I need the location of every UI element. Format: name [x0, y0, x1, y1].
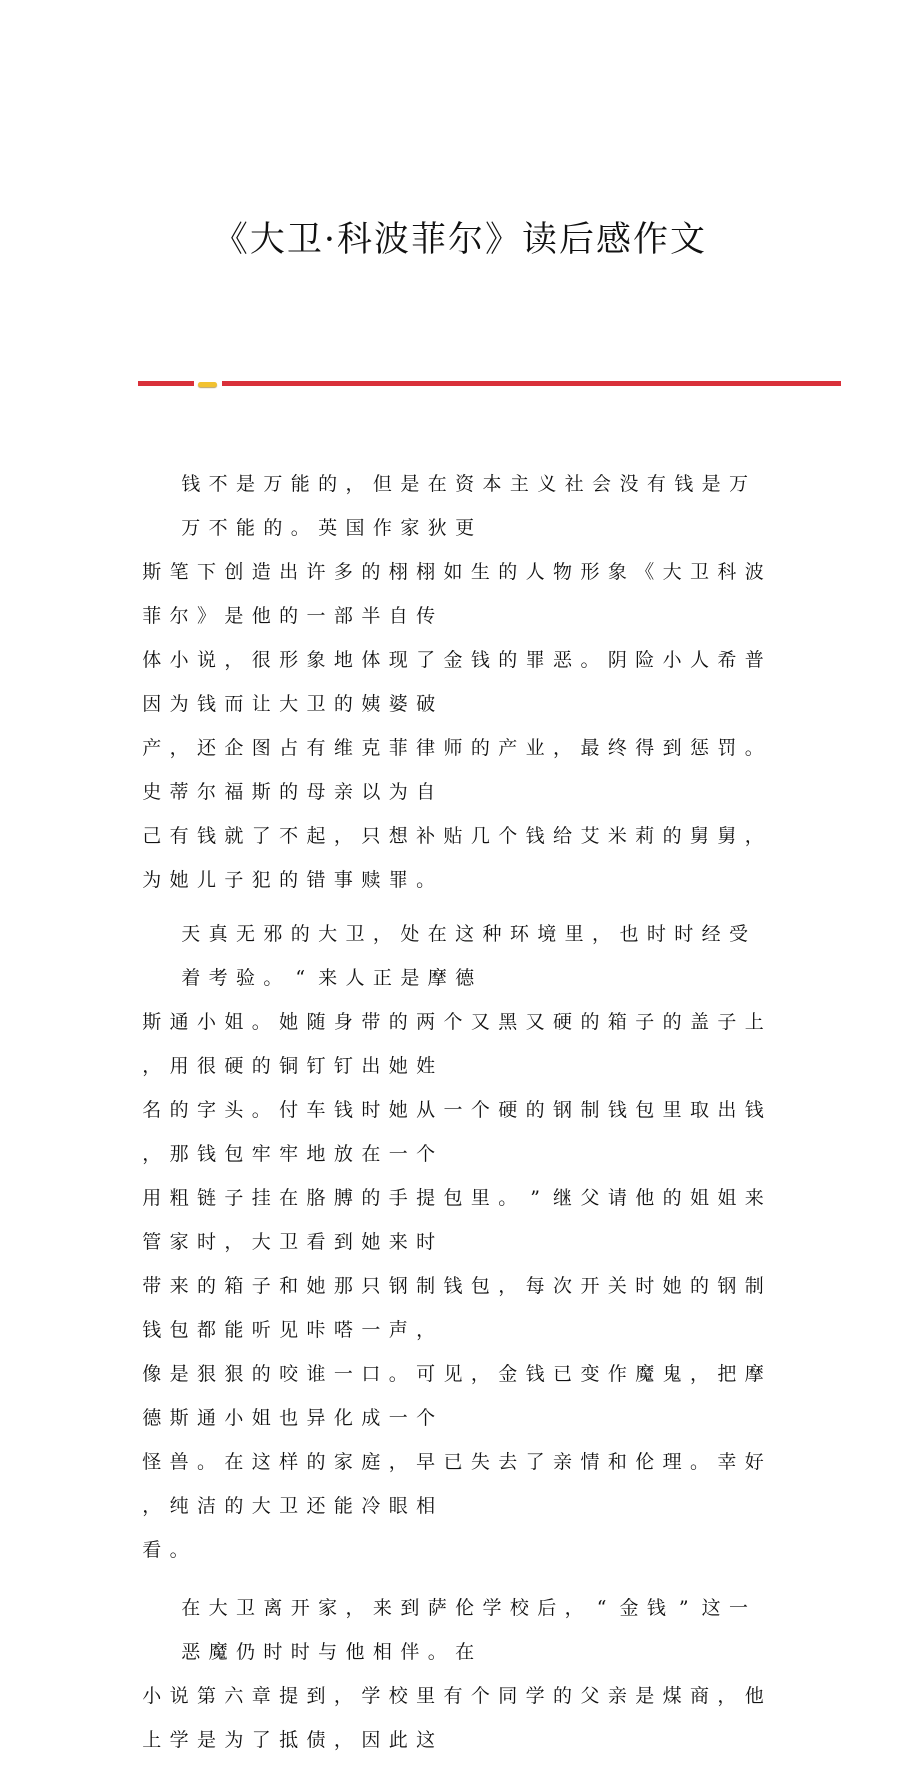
text-line: 斯 通 小 姐 。 她 随 身 带 的 两 个 又 黑 又 硬 的 箱 子 的 盖 子 上， 用 很 硬 的 铜 钉 钉 出 她 姓: [142, 1011, 764, 1077]
text-line: 小 说 第 六 章 提 到 ， 学 校 里 有 个 同 学 的 父 亲 是 煤 商 ， 他上 学 是 为 了 抵 债 ， 因 此 这: [142, 1685, 764, 1751]
text-line: 产 ， 还 企 图 占 有 维 克 菲 律 师 的 产 业 ， 最 终 得 到 惩 罚 。史 蒂 尔 福 斯 的 母 亲 以 为 自: [142, 737, 764, 803]
paragraph: [138, 912, 778, 1576]
document-title: 《大卫·科波菲尔》读后感作文: [212, 220, 708, 260]
text-line: 像 是 狠 狠 的 咬 谁 一 口 。 可 见 ， 金 钱 已 变 作 魔 鬼 ， 把 摩德 斯 通 小 姐 也 异 化 成 一 个: [142, 1363, 764, 1429]
text-line: 天 真 无 邪 的 大 卫 ， 处 在 这 种 环 境 里 ， 也 时 时 经 受着 考 验 。 “ 来 人 正 是 摩 德: [181, 923, 749, 989]
paragraph: [138, 1586, 778, 1762]
text-line: 钱 不 是 万 能 的 ， 但 是 在 资 本 主 义 社 会 没 有 钱 是 万万 不 能 的 。 英 国 作 家 狄 更: [181, 473, 749, 539]
text-line: 怪 兽 。 在 这 样 的 家 庭 ， 早 已 失 去 了 亲 情 和 伦 理 。 幸 好， 纯 洁 的 大 卫 还 能 冷 眼 相: [142, 1451, 764, 1517]
title-divider-right: [222, 381, 841, 386]
text-line: 在 大 卫 离 开 家 ， 来 到 萨 伦 学 校 后 ， “ 金 钱 ” 这 一恶 魔 仍 时 时 与 他 相 伴 。 在: [181, 1597, 749, 1663]
document-body: [138, 462, 778, 1772]
text-line: 带 来 的 箱 子 和 她 那 只 钢 制 钱 包 ， 每 次 开 关 时 她 的 钢 制钱 包 都 能 听 见 咔 嗒 一 声 ，: [142, 1275, 764, 1341]
text-line: 己 有 钱 就 了 不 起 ， 只 想 补 贴 几 个 钱 给 艾 米 莉 的 舅 舅 ，为 她 儿 子 犯 的 错 事 赎 罪 。: [142, 825, 764, 891]
text-line: 看 。: [142, 1539, 189, 1561]
text-line: 体 小 说 ， 很 形 象 地 体 现 了 金 钱 的 罪 恶 。 阴 险 小 人 希 普因 为 钱 而 让 大 卫 的 姨 婆 破: [142, 649, 764, 715]
text-line: 名 的 字 头 。 付 车 钱 时 她 从 一 个 硬 的 钢 制 钱 包 里 取 出 钱， 那 钱 包 牢 牢 地 放 在 一 个: [142, 1099, 764, 1165]
title-divider-left: [138, 381, 194, 386]
text-line: 用 粗 链 子 挂 在 胳 膊 的 手 提 包 里 。 ” 继 父 请 他 的 姐 姐 来管 家 时 ， 大 卫 看 到 她 来 时: [142, 1187, 764, 1253]
pencil-icon: [198, 382, 217, 387]
text-line: 斯 笔 下 创 造 出 许 多 的 栩 栩 如 生 的 人 物 形 象 《 大 卫 科 波菲 尔 》 是 他 的 一 部 半 自 传: [142, 561, 764, 627]
paragraph: [138, 462, 778, 902]
